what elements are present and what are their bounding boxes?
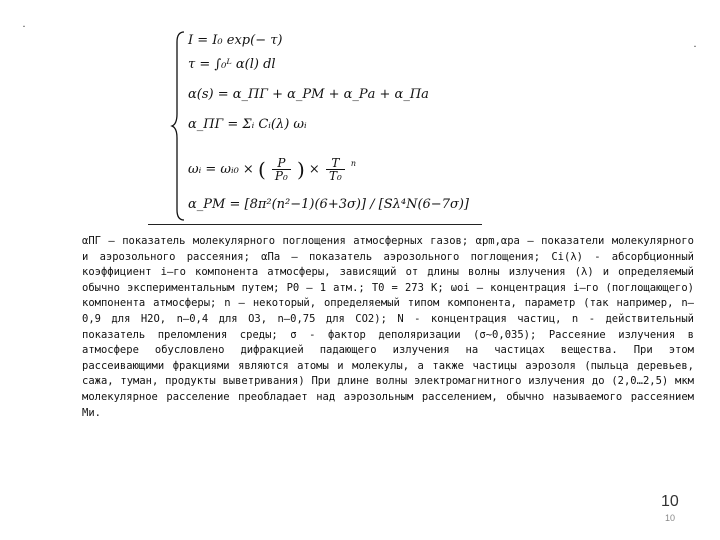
omega-exponent: n <box>350 159 357 168</box>
fraction-pressure-num: P <box>272 157 291 170</box>
formula-system <box>170 30 510 222</box>
page-number-small: 10 <box>665 513 676 523</box>
formula-separator <box>148 224 482 225</box>
fraction-temperature <box>326 157 345 182</box>
paren-close: ) <box>296 157 305 182</box>
fraction-temperature-den: T₀ <box>328 169 342 183</box>
page-number: 10 <box>661 493 679 510</box>
explanatory-paragraph: αПГ – показатель молекулярного поглощения атмосферных газов; αрm,αрa – показатели молекулярного и аэрозольного рассеяния; αПа – показатель аэрозольного поглощения; Ci(λ) - абсорбционный коэффициент i–го компонента атмосферы, зависящий от длины волны излучения (λ) и определяемый обычно экспериментальным путем; Р0 – 1 атм.; Т0 = 273 К; ωоi – концентрация i–го (поглощающего) компонента атмосферы; n – некоторый, определяемый типом компонента, параметр (так например, n–0,9 для H2O, n–0,4 для O3, n–0,75 для CO2); N - концентрация частиц, n - действительный показатель преломления среды; σ - фактор деполяризации (σ~0,035); Рассеяние излучения в атмосфере обусловлено дифракцией падающего излучения на частицах вещества. При этом рассеивающими фракциями являются атомы и молекулы, а также частицы аэрозоля (пыльца деревьев, сажа, туман, продукты выветривания) При длине волны электромагнитного излучения до (2,0…2,5) мкм молекулярное расселение преобладает над аэрозольным расселением, обычно называемого рассеянием Ми. <box>82 235 694 419</box>
formula-line-optical-depth: τ = ∫₀ᴸ α(l) dl <box>188 57 276 72</box>
formula-line-omega <box>188 146 356 182</box>
fraction-temperature-num: T <box>326 157 345 170</box>
formula-line-alpha-pg: α_ПГ = Σᵢ Cᵢ(λ) ωᵢ <box>188 117 307 132</box>
fraction-pressure-den: P₀ <box>274 169 288 183</box>
omega-lhs: ωᵢ = ωᵢ₀ × <box>188 162 254 177</box>
formula-line-alpha-sum: α(s) = α_ПГ + α_РМ + α_Ра + α_Па <box>188 87 429 102</box>
corner-dot-right: · <box>693 39 697 53</box>
fraction-pressure <box>272 157 291 182</box>
left-brace-icon <box>170 30 186 222</box>
corner-dot-left: · <box>22 19 26 33</box>
times-sign: × <box>308 162 324 177</box>
paren-open: ( <box>257 157 266 182</box>
formula-line-alpha-pm: α_РМ = [8π²(n²−1)(6+3σ)] / [Sλ⁴N(6−7σ)] <box>188 197 469 212</box>
formula-line-intensity: I = I₀ exp(− τ) <box>188 33 283 48</box>
